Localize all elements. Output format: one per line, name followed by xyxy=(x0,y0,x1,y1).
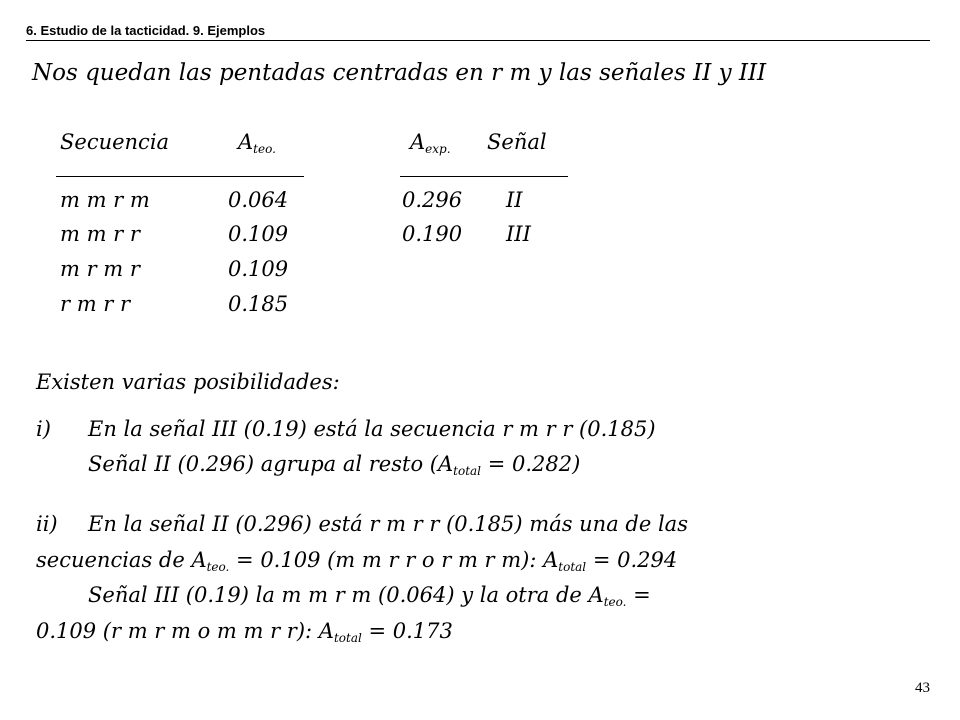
col-header-a-exp: $A_{exp.}$ xyxy=(410,130,451,156)
slide-header: 6. Estudio de la tacticidad. 9. Ejemplos xyxy=(26,22,930,41)
table-cell-senal: III xyxy=(506,222,531,246)
table-cell-a-teo: 0.109 xyxy=(228,222,289,246)
option-ii-line4: 0.109 (r m r m o m m r r): $A_{total} = 0.173$ xyxy=(36,619,453,645)
table-cell-a-teo: 0.064 xyxy=(228,188,289,212)
table-cell-secuencia: r m r r xyxy=(60,292,131,316)
table-rule-right xyxy=(400,176,568,177)
option-i-marker: i) xyxy=(36,417,51,441)
slide-subtitle: Nos quedan las pentadas centradas en r m y las señales II y III xyxy=(32,60,767,86)
option-i-line1: En la señal III (0.19) está la secuencia r m r r (0.185) xyxy=(88,417,656,441)
col-header-secuencia: Secuencia xyxy=(60,130,170,154)
table-cell-a-teo: 0.109 xyxy=(228,257,289,281)
col-header-a-teo: $A_{teo.}$ xyxy=(238,130,276,156)
option-ii-line1: En la señal II (0.296) está r m r r (0.185) más una de las xyxy=(88,512,688,536)
table-cell-senal: II xyxy=(506,188,523,212)
intro-text: Existen varias posibilidades: xyxy=(36,370,340,394)
table-cell-secuencia: m m r r xyxy=(60,222,140,246)
table-rule-left xyxy=(56,176,304,177)
table-cell-secuencia: m r m r xyxy=(60,257,140,281)
table-cell-a-exp: 0.190 xyxy=(402,222,463,246)
option-ii-line3: Señal III (0.19) la m m r m (0.064) y la otra de $A_{teo.}$ = xyxy=(88,583,651,609)
table-cell-a-teo: 0.185 xyxy=(228,292,289,316)
option-ii-line2: secuencias de $A_{teo.} = 0.109$ (m m r r o r m r m): $A_{total} = 0.294$ xyxy=(36,548,678,574)
page-number: 43 xyxy=(915,680,930,696)
col-header-senal: Señal xyxy=(487,130,547,154)
table-cell-a-exp: 0.296 xyxy=(402,188,463,212)
option-i-line2: Señal II (0.296) agrupa al resto $(A_{total} = 0.282)$ xyxy=(88,452,581,478)
table-cell-secuencia: m m r m xyxy=(60,188,150,212)
option-ii-marker: ii) xyxy=(36,512,58,536)
